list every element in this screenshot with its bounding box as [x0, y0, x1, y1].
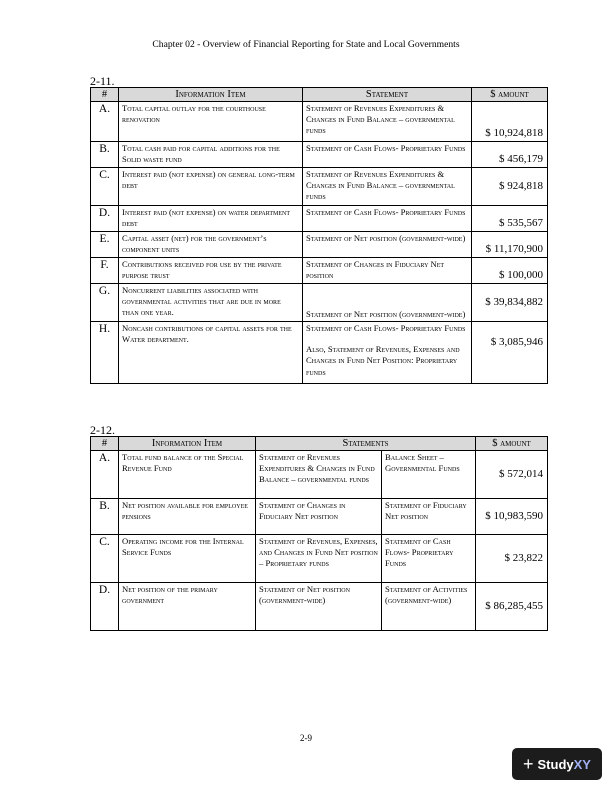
row-statement: Statement of Changes in Fiduciary Net position [303, 258, 472, 284]
page-number: 2-9 [300, 733, 312, 743]
row-amount: $ 535,567 [472, 206, 548, 232]
row-item: Noncurrent liabilities associated with governmental activities that are due in more than one year. [119, 284, 303, 322]
row-letter: B. [91, 142, 119, 168]
row-item: Interest paid (not expense) on water department debt [119, 206, 303, 232]
row-statement-1: Statement of Revenues Expenditures & Changes in Fund Balance – governmental funds [256, 451, 382, 499]
row-statement: Statement of Cash Flows- Proprietary Funds [303, 206, 472, 232]
col-header-item: Information Item [119, 437, 256, 451]
row-item: Contributions received for use by the private purpose trust [119, 258, 303, 284]
row-letter: H. [91, 322, 119, 384]
col-header-amount: $ amount [472, 88, 548, 102]
row-item: Total cash paid for capital additions for the Solid waste fund [119, 142, 303, 168]
table-row [91, 142, 548, 168]
col-header-number: # [91, 88, 119, 102]
row-item: Net position of the primary government [119, 583, 256, 631]
col-header-statements: Statements [256, 437, 476, 451]
spacer [306, 334, 468, 344]
row-amount: $ 456,179 [472, 142, 548, 168]
col-header-statement: Statement [303, 88, 472, 102]
table-row [91, 168, 548, 206]
row-amount: $ 100,000 [472, 258, 548, 284]
row-amount: $ 23,822 [476, 535, 548, 583]
row-statement: Statement of Revenues Expenditures & Changes in Fund Balance – governmental funds [303, 168, 472, 206]
row-letter: D. [91, 583, 119, 631]
row-letter: D. [91, 206, 119, 232]
table-row [91, 583, 548, 631]
row-statement-1: Statement of Revenues, Expenses, and Changes in Fund Net position – Proprietary funds [256, 535, 382, 583]
table-row [91, 322, 548, 384]
page-header: Chapter 02 - Overview of Financial Reporting for State and Local Governments [152, 39, 460, 50]
table-2-12 [90, 436, 548, 631]
row-statement-2: Statement of Cash Flows- Proprietary Funds [382, 535, 476, 583]
row-statement-2: Statement of Activities (government-wide) [382, 583, 476, 631]
row-amount: $ 39,834,882 [472, 284, 548, 322]
col-header-item: Information Item [119, 88, 303, 102]
row-statement-1: Statement of Net position (government-wide) [256, 583, 382, 631]
row-item: Capital asset (net) for the government’s component units [119, 232, 303, 258]
table-row [91, 451, 548, 499]
section-label-2-11: 2-11. [90, 74, 115, 88]
row-amount: $ 924,818 [472, 168, 548, 206]
row-item: Total fund balance of the Special Revenue Fund [119, 451, 256, 499]
row-amount: $ 3,085,946 [472, 322, 548, 384]
row-statement-1: Statement of Changes in Fiduciary Net position [256, 499, 382, 535]
row-statement: Statement of Net position (government-wide) [303, 284, 472, 322]
row-letter: A. [91, 451, 119, 499]
table-row [91, 206, 548, 232]
table-row [91, 258, 548, 284]
plus-icon: + [523, 753, 534, 774]
row-amount: $ 11,170,900 [472, 232, 548, 258]
row-amount: $ 10,983,590 [476, 499, 548, 535]
table-row [91, 232, 548, 258]
row-letter: C. [91, 168, 119, 206]
table-header-row [91, 437, 548, 451]
row-statement-2: Statement of Fiduciary Net position [382, 499, 476, 535]
row-amount: $ 86,285,455 [476, 583, 548, 631]
table-row [91, 535, 548, 583]
row-item: Total capital outlay for the courthouse renovation [119, 102, 303, 142]
row-statement-extra: Also, Statement of Revenues, Expenses and Changes in Fund Net Position: Proprietary funds [306, 344, 460, 377]
col-header-amount: $ amount [476, 437, 548, 451]
row-statement: Statement of Cash Flows- Proprietary Funds [303, 142, 472, 168]
row-amount: $ 10,924,818 [472, 102, 548, 142]
row-item: Interest paid (not expense) on general long-term debt [119, 168, 303, 206]
row-letter: G. [91, 284, 119, 322]
brand-name: StudyXY [537, 756, 591, 772]
row-statement: Statement of Revenues Expenditures & Changes in Fund Balance – governmental funds [303, 102, 472, 142]
row-item: Noncash contributions of capital assets for the Water department. [119, 322, 303, 384]
row-letter: E. [91, 232, 119, 258]
table-row [91, 284, 548, 322]
row-statement-2: Balance Sheet – Governmental Funds [382, 451, 476, 499]
row-item: Net position available for employee pensions [119, 499, 256, 535]
row-letter: A. [91, 102, 119, 142]
table-2-11 [90, 87, 548, 384]
row-letter: C. [91, 535, 119, 583]
section-label-2-12: 2-12. [90, 423, 115, 437]
col-header-number: # [91, 437, 119, 451]
row-item: Operating income for the Internal Service Funds [119, 535, 256, 583]
row-statement: Statement of Net position (government-wide) [303, 232, 472, 258]
row-statement-cell [303, 322, 472, 384]
table-header-row [91, 88, 548, 102]
table-row [91, 499, 548, 535]
studyxy-logo [512, 748, 602, 780]
row-amount: $ 572,014 [476, 451, 548, 499]
row-letter: F. [91, 258, 119, 284]
table-row [91, 102, 548, 142]
row-statement: Statement of Cash Flows- Proprietary Funds [306, 323, 466, 333]
row-letter: B. [91, 499, 119, 535]
